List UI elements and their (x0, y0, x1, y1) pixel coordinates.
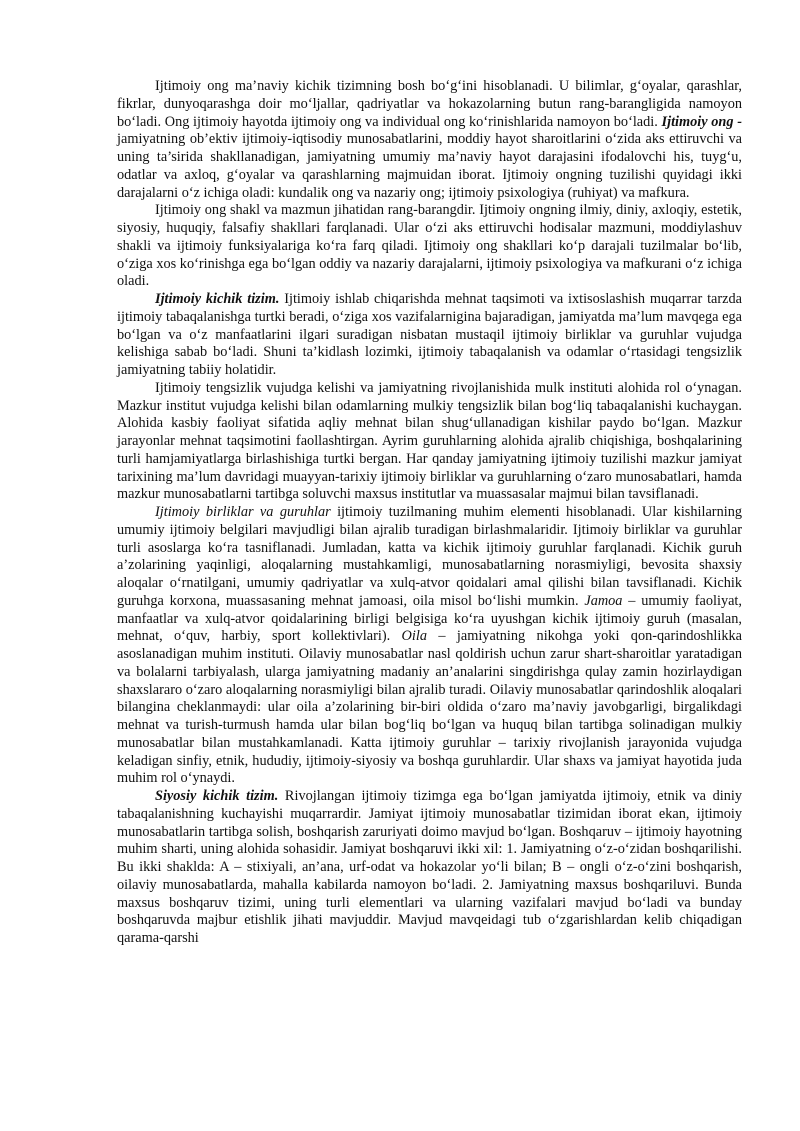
text-run: jamiyatning ob’ektiv ijtimoiy-iqtisodiy munosabatlarini, moddiy hayot sharoitlarini o‘zida aks ettiruvchi va uning ta’sirida shakllanadigan, jamiyatning umumiy ma’naviy hayot darajasini ifodalovchi his, tuyg‘u, odatlar va axloq, g‘oyalar va qarashlarning majmuidan iborat. Ijtimoiy ongning tuzilishi quyidagi ikki darajalarni o‘z ichiga oladi: kundalik ong va nazariy ong; ijtimoiy psixologiya (ruhiyat) va mafkura. (117, 131, 742, 201)
term-ijtimoiy-birliklar: Ijtimoiy birliklar va guruhlar (155, 504, 331, 520)
paragraph-social-subsystem (117, 291, 742, 380)
heading-ijtimoiy-kichik-tizim: Ijtimoiy kichik tizim. (155, 291, 280, 307)
text-run: Ijtimoiy ong ma’naviy kichik tizimning bosh bo‘g‘ini hisoblanadi. U bilimlar, g‘oyalar, qarashlar, fikrlar, dunyoqarashga doir mo‘ljallar, qadriyatlar va hokazolarning butun rang-barangligida namoyon bo‘ladi. Ong ijtimoiy hayotda ijtimoiy ong va individual ong ko‘rinishlarida namoyon bo‘ladi. (117, 78, 742, 130)
text-run: Ijtimoiy ong shakl va mazmun jihatidan rang-barangdir. Ijtimoiy ongning ilmiy, diniy, axloqiy, estetik, siyosiy, huquqiy, falsafiy shakllari farqlanadi. Ular o‘zi aks ettiruvchi hodisalar mazmuni, moddiylashuv shakli va ijtimoiy funksiyalariga ko‘ra farq qiladi. Ijtimoiy ong shakllari ko‘p darajali tuzilmalar bo‘lib, o‘ziga xos ko‘rinishga ega bo‘lgan oddiy va nazariy darajalarni, ijtimoiy psixologiya va mafkurani o‘z ichiga oladi. (117, 202, 742, 290)
heading-siyosiy-kichik-tizim: Siyosiy kichik tizim. (155, 788, 279, 804)
document-page (117, 78, 742, 948)
text-run: – jamiyatning nikohga yoki qon-qarindoshlikka asoslanadigan muhim instituti. Oilaviy munosabatlar nasl qoldirish uchun zarur shart-sharoitlar yaratadigan va bolalarni tarbiyalash, ularga jamiyatning madaniy an’analarini singdirishga qulay zamin hozirlaydigan shaxslararo o‘zaro aloqalarning norasmiyligi bilan ajralib turadi. Oilaviy munosabatlar qarindoshlik aloqalari bilangina cheklanmaydi: ular oila a’zolarining bir-biri oldida o‘zaro ma’naviy javobgarligi, birgalikdagi mehnat va turish-turmush hamda ular bilan bog‘liq bo‘lgan va huquq bilan tartibga solinadigan mulkiy munosabatlar bilan mustahkamlanadi. Katta ijtimoiy guruhlar – tarixiy rivojlanish jarayonida vujudga keladigan sinfiy, etnik, hududiy, ijtimoiy-siyosiy va boshqa guruhlardir. Ular shaxs va jamiyat hayotida juda muhim rol o‘ynaydi. (117, 628, 742, 787)
paragraph-social-inequality (117, 380, 742, 504)
term-oila: Oila (401, 628, 427, 645)
term-jamoa: Jamoa (584, 592, 623, 609)
text-run: Ijtimoiy ishlab chiqarishda mehnat taqsimoti va ixtisoslashish muqarrar tarzda ijtimoiy tabaqalanishga turtki beradi, o‘ziga xos vazifalarnigina bajaradigan, jamiyatda ma’lum mavqega ega bo‘lgan va o‘z manfaatlarini ilgari suradigan nisbatan mustaqil ijtimoiy birliklar va guruhlar vujudga kelishiga sabab bo‘ladi. Shuni ta’kidlash lozimki, ijtimoiy tabaqalanish va odamlar o‘rtasidagi tengsizlik jamiyatning tabiiy holatidir. (117, 291, 742, 378)
text-run: Ijtimoiy tengsizlik vujudga kelishi va jamiyatning rivojlanishida mulk instituti alohida rol o‘ynagan. Mazkur institut vujudga kelishi bilan odamlarning mulkiy tengsizlik bilan bog‘liq tabaqalanishi kuchaygan. Alohida kasbiy faoliyat sifatida aqliy mehnat bilan shug‘ullanadigan kishilar paydo bo‘lgan. Mazkur jarayonlar mehnat taqsimotini faollashtirgan. Ayrim guruhlarning alohida ajralib chiqishiga, boshqalarining turli hamjamiyatlarga birlashishiga turtki bergan. Har qanday jamiyatning ijtimoiy tuzilishi mazkur jamiyat tarixining ma’lum davridagi muayyan-tarixiy ijtimoiy birliklar va guruhlarning o‘zaro munosabatlari, hamda mazkur munosabatlarni tartibga soluvchi maxsus institutlar va muassasalar majmui bilan tavsiflanadi. (117, 379, 742, 503)
text-run: ijtimoiy tuzilmaning muhim elementi hisoblanadi. Ular kishilarning umumiy ijtimoiy belgilari mavjudligi bilan ajralib turadigan birlashmalaridir. Ijtimoiy birliklar va guruhlar turli asoslarga ko‘ra tasniflanadi. Jumladan, katta va kichik ijtimoiy guruhlar farqlanadi. Kichik guruh a’zolarining yaqinligi, aloqalarning mustahkamligi, munosabatlarning norasmiyligi, bevosita shaxsiy aloqalar o‘rnatilgani, umumiy qadriyatlar va xulq-atvor qoidalari amal qilishi bilan tavsiflanadi. Kichik guruhga korxona, muassasaning mehnat jamoasi, oila misol bo‘lishi mumkin. (117, 504, 742, 609)
paragraph-consciousness-forms (117, 202, 742, 291)
text-run: – umumiy faoliyat, manfaatlar va xulq-atvor qoidalarining birligi belgisiga ko‘ra uyushgan kichik ijtimoiy guruh (masalan, mehnat, o‘quv, harbiy, sport kollektivlari). (117, 592, 742, 645)
paragraph-political-subsystem (117, 788, 742, 948)
text-run: Rivojlangan ijtimoiy tizimga ega bo‘lgan jamiyatda ijtimoiy, etnik va diniy tabaqalanishning kuchayishi muqarrardir. Jamiyat ijtimoiy munosabatlar tizimidan iborat ekan, ijtimoiy munosabatlarin tartibga solish, boshqarish zaruriyati doimo mavjud bo‘lgan. Boshqaruv – ijtimoiy hayotning muhim sharti, uning alohida sohasidir. Jamiyat boshqaruvi ikki xil: 1. Jamiyatning o‘z-o‘zidan boshqarilishi. Bu ikki shaklda: A – stixiyali, an’ana, urf-odat va hokazolar yo‘li bilan; B – ongli o‘z-o‘zini boshqarish, oilaviy munosabatlarda, mahalla kabilarda namoyon bo‘ladi. 2. Jamiyatning maxsus boshqariluvi. Bunda maxsus boshqaruv tizimi, uning turli elementlari va ularning vazifalari mavjud bo‘ladi va bunday boshqaruvda majbur etishlik jihati mavjuddir. Mavjud mavqeidagi tub o‘zgarishlardan kelib chiqadigan qarama-qarshi (117, 788, 742, 946)
paragraph-social-consciousness (117, 78, 742, 202)
term-ijtimoiy-ong: Ijtimoiy ong - (661, 113, 742, 130)
paragraph-social-groups (117, 504, 742, 788)
